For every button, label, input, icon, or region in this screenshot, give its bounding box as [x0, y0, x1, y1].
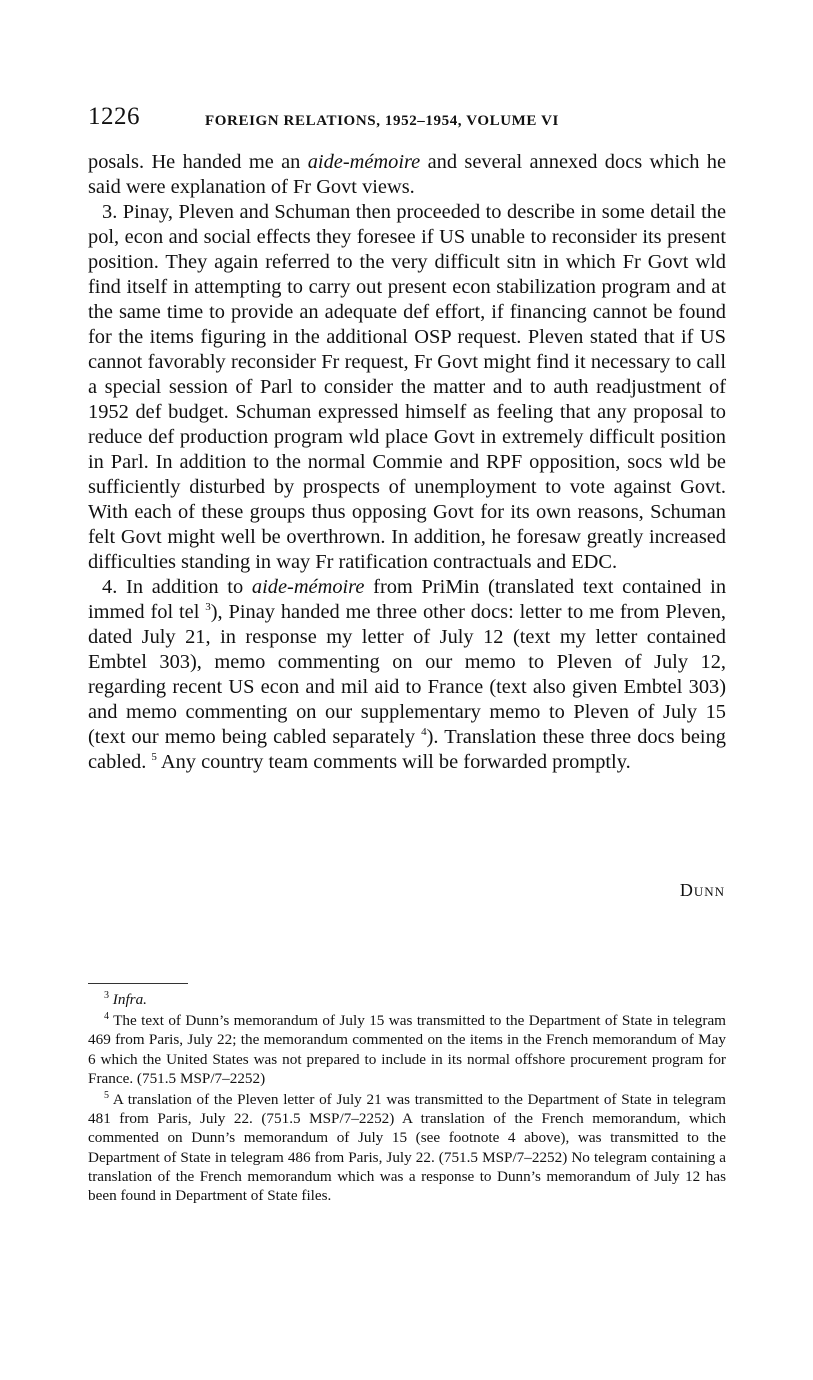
footnote-text: A translation of the Pleven letter of July 21 was transmitted to the Department of State in telegram 481 from Paris, July 22. (751.5 MSP/7–2252) A translation of the French memorandum, which commented on Dunn’s memorandum of July 15 (see footnote 4 above), was transmitted to the Department of State in telegram 486 from Paris, July 22. (751.5 MSP/7–2252) No telegram containing a translation of the French memorandum which was a response to Dunn’s memorandum of July 12 has been found in Department of State files.	[88, 1091, 726, 1205]
footnote-marker: 3	[104, 989, 109, 1001]
text-run: 4. In addition to	[102, 576, 252, 598]
footnote-marker: 4	[104, 1011, 109, 1023]
paragraph-3: 3. Pinay, Pleven and Schuman then proceeded to describe in some detail the pol, econ and social effects they foresee if US unable to reconsider its present position. They again referred to the very difficult sitn in which Fr Govt wld find itself in attempting to carry out present econ stabilization program and at the same time to provide an adequate def effort, if financing cannot be found for the items figuring in the additional OSP request. Pleven stated that if US cannot favorably reconsider Fr request, Fr Govt might find it necessary to call a special session of Parl to consider the matter and to auth readjustment of 1952 def budget. Schuman expressed himself as feeling that any proposal to reduce def production program wld place Govt in extremely difficult position in Parl. In addition to the normal Commie and RPF opposition, socs wld be sufficiently disturbed by prospects of unemployment to vote against Govt. With each of these groups thus opposing Govt for its own reasons, Schuman felt Govt might well be overthrown. In addition, he foresaw greatly increased difficulties standing in way Fr ratification contractuals and EDC.	[88, 201, 726, 573]
footnote-text: The text of Dunn’s memorandum of July 15 was transmitted to the Department of State in telegram 469 from Paris, July 22; the memorandum commented on the items in the French memorandum of May 6 which the United States was not prepared to include in its normal offshore procurement program for France. (751.5 MSP/7–2252)	[88, 1012, 727, 1087]
footnote-ref-3[interactable]: 3	[205, 601, 211, 614]
signature: Dunn	[679, 880, 725, 900]
footnotes	[88, 990, 726, 1207]
footnote-3	[88, 990, 726, 1009]
footnote-italic: Infra.	[112, 991, 147, 1008]
footnote-ref-4[interactable]: 4	[421, 726, 427, 739]
text-run: ), Pinay handed me three other docs: letter to me from Pleven, dated July 21, in response my letter of July 12 (text my letter contained Embtel 303), memo commenting on our memo to Pleven of July 12, regarding recent US econ and mil aid to France (text also given Embtel 303) and memo commenting on our supplementary memo to Pleven of July 15 (text our memo being cabled separately	[88, 601, 726, 748]
footnote-ref-5[interactable]: 5	[151, 751, 157, 764]
running-head: FOREIGN RELATIONS, 1952–1954, VOLUME VI	[205, 113, 559, 129]
page-number: 1226	[88, 103, 140, 130]
paragraph-continued	[88, 150, 726, 200]
text-run: ). Translation these three docs being cabled.	[88, 726, 726, 773]
footnote-marker: 5	[104, 1089, 109, 1101]
text-run: and several annexed docs which he said were explanation of Fr Govt views.	[88, 151, 726, 198]
text-run: Any country team comments will be forwarded promptly.	[156, 751, 631, 773]
paragraph-4	[88, 575, 726, 775]
page-header	[88, 103, 725, 143]
text-run: posals. He handed me an	[88, 151, 308, 173]
document-body	[88, 150, 726, 775]
footnote-5	[88, 1090, 726, 1205]
italic-term: aide-mémoire	[307, 151, 421, 173]
italic-term: aide-mémoire	[251, 576, 365, 598]
footnote-divider	[88, 983, 188, 984]
footnote-4	[88, 1011, 726, 1088]
text-run: from PriMin (translated text contained in immed fol tel	[88, 576, 727, 623]
